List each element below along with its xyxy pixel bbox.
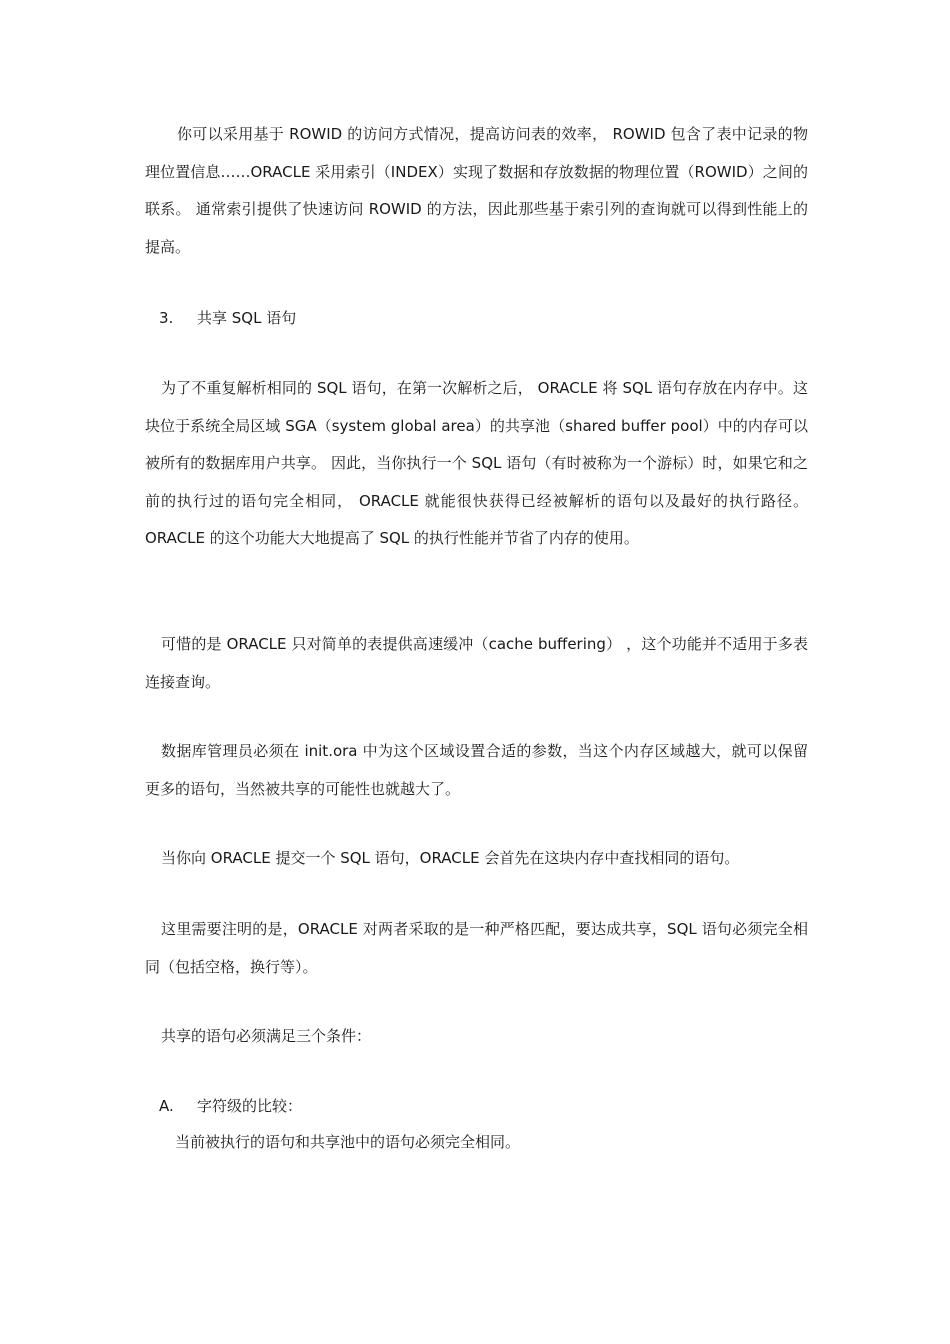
paragraph-rowid-access: 你可以采用基于 ROWID 的访问方式情况，提高访问表的效率， ROWID 包含了表中记录的物理位置信息……ORACLE 采用索引（INDEX）实现了数据和存放数据的物理位置（ROWID）之间的联系。 通常索引提供了快速访问 ROWID 的方法，因此那些基于索引列的查询就可以得到性能上的提高。 xyxy=(145,125,808,256)
paragraph-three-conditions: 共享的语句必须满足三个条件： xyxy=(161,1027,372,1045)
paragraph-cache-buffering: 可惜的是 ORACLE 只对简单的表提供高速缓冲（cache buffering） ，这个功能并不适用于多表连接查询。 xyxy=(145,635,808,691)
list-item-marker: A. xyxy=(159,1097,174,1115)
section-title: 共享 SQL 语句 xyxy=(197,309,297,327)
paragraph-strict-match: 这里需要注明的是，ORACLE 对两者采取的是一种严格匹配，要达成共享，SQL 语句必须完全相同（包括空格，换行等）。 xyxy=(145,920,808,976)
paragraph-item-a-detail: 当前被执行的语句和共享池中的语句必须完全相同。 xyxy=(175,1133,521,1151)
paragraph-submit-sql: 当你向 ORACLE 提交一个 SQL 语句，ORACLE 会首先在这块内存中查找相同的语句。 xyxy=(161,849,740,867)
list-item-title: 字符级的比较： xyxy=(197,1097,303,1115)
paragraph-shared-pool: 为了不重复解析相同的 SQL 语句，在第一次解析之后， ORACLE 将 SQL 语句存放在内存中。这块位于系统全局区域 SGA（system global area）的共享池（shared buffer pool）中的内存可以被所有的数据库用户共享。 因此，当你执行一个 SQL 语句（有时被称为一个游标）时，如果它和之前的执行过的语句完全相同， ORACLE 就能很快获得已经被解析的语句以及最好的执行路径。 ORACLE 的这个功能大大地提高了 SQL 的执行性能并节省了内存的使用。 xyxy=(145,379,808,547)
paragraph-dba-init-ora: 数据库管理员必须在 init.ora 中为这个区域设置合适的参数，当这个内存区域越大，就可以保留更多的语句，当然被共享的可能性也就越大了。 xyxy=(145,742,808,798)
section-number: 3. xyxy=(159,309,174,327)
list-item-heading-a xyxy=(159,1088,302,1126)
section-heading-shared-sql xyxy=(159,300,296,338)
